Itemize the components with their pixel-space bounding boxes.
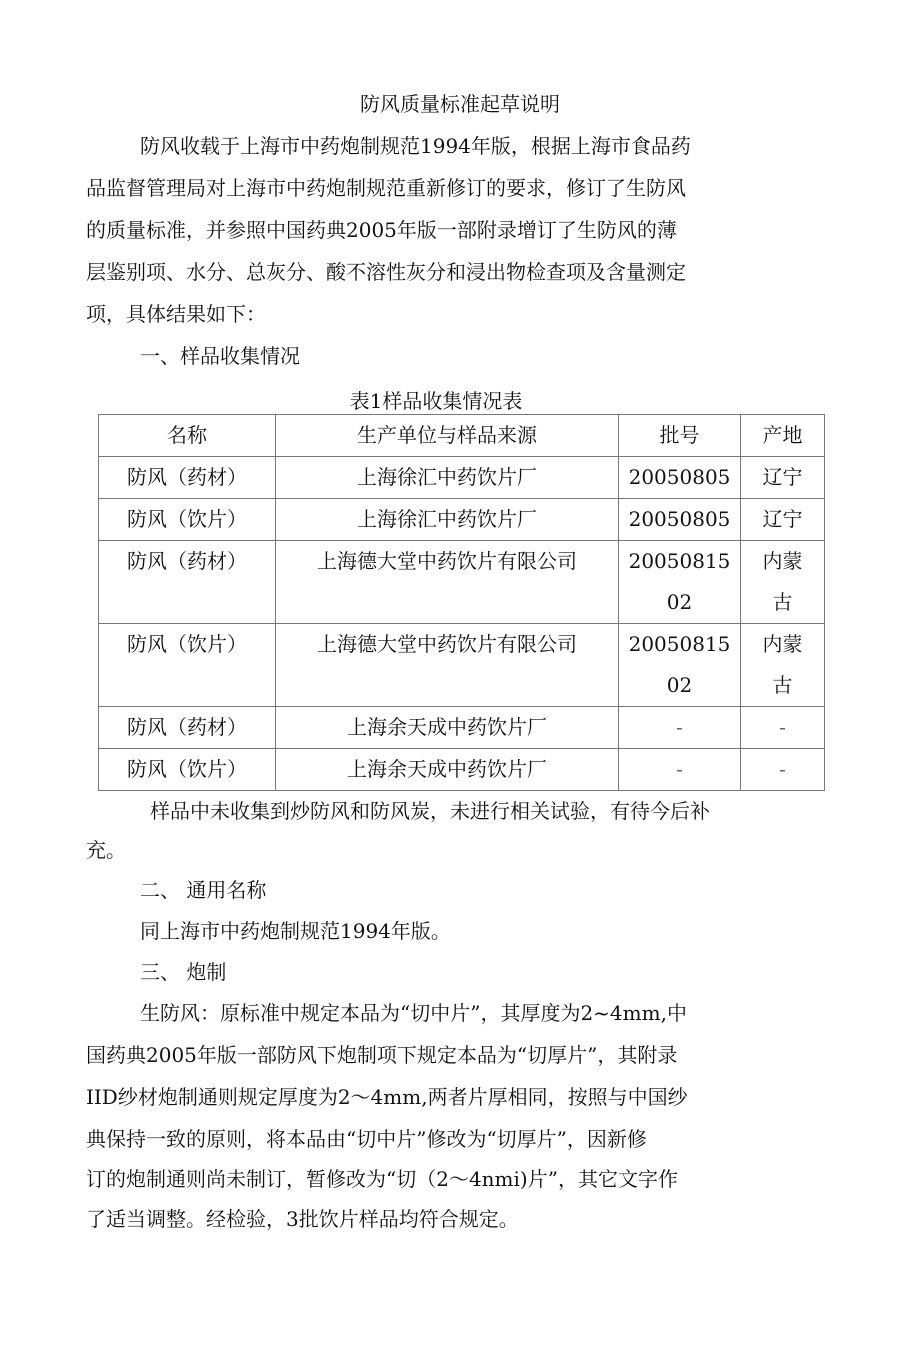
intro-line: 的质量标准，并参照中国药典2005年版一部附录增订了生防风的薄 — [86, 218, 677, 242]
table-header-row — [99, 415, 825, 457]
cell-name: 防风（药材） — [99, 457, 276, 499]
intro-line: 防风收载于上海市中药炮制规范1994年版，根据上海市食品药 — [140, 134, 691, 158]
note-line: 充。 — [86, 838, 126, 862]
cell-batch: - — [619, 707, 741, 749]
cell-batch — [619, 541, 741, 624]
section-3-line: 典保持一致的原则，将本品由“切中片”修改为“切厚片”，因新修 — [86, 1127, 647, 1151]
header-origin: 产地 — [741, 415, 825, 457]
batch-line: 02 — [666, 673, 693, 697]
table-caption: 表1样品收集情况表 — [349, 389, 523, 413]
intro-line: 层鉴别项、水分、总灰分、酸不溶性灰分和浸出物检查项及含量测定 — [86, 260, 686, 284]
section-3-line: 订的炮制通则尚未制订，暂修改为“切（2～4nmi)片”，其它文字作 — [86, 1167, 678, 1191]
cell-origin: 辽宁 — [741, 499, 825, 541]
table-row — [99, 499, 825, 541]
cell-origin — [741, 624, 825, 707]
cell-origin: - — [741, 749, 825, 791]
cell-name: 防风（饮片） — [99, 749, 276, 791]
table-row — [99, 707, 825, 749]
origin-line: 内蒙 — [762, 632, 803, 656]
origin-line: 古 — [772, 590, 793, 614]
header-batch: 批号 — [619, 415, 741, 457]
cell-origin: 辽宁 — [741, 457, 825, 499]
origin-line: 内蒙 — [762, 549, 803, 573]
origin-line: 古 — [772, 673, 793, 697]
section-heading-1: 一、样品收集情况 — [140, 344, 300, 368]
section-3-line: IID纱材炮制通则规定厚度为2～4mm,两者片厚相同，按照与中国纱 — [86, 1085, 688, 1109]
cell-batch: 20050805 — [619, 499, 741, 541]
table-row — [99, 541, 825, 624]
header-source: 生产单位与样品来源 — [276, 415, 619, 457]
intro-line: 品监督管理局对上海市中药炮制规范重新修订的要求，修订了生防风 — [86, 176, 686, 200]
section-2-text: 同上海市中药炮制规范1994年版。 — [140, 919, 451, 943]
cell-source: 上海徐汇中药饮片厂 — [276, 457, 619, 499]
cell-batch: 20050805 — [619, 457, 741, 499]
section-3-line: 生防风：原标准中规定本品为“切中片”，其厚度为2~4mm,中 — [140, 1001, 687, 1025]
note-line: 样品中未收集到炒防风和防风炭，未进行相关试验，有待今后补 — [150, 799, 710, 823]
section-heading-2: 二、 通用名称 — [140, 878, 267, 902]
table-row — [99, 457, 825, 499]
table-row — [99, 624, 825, 707]
cell-name: 防风（药材） — [99, 707, 276, 749]
cell-name: 防风（药材） — [99, 541, 276, 624]
cell-source: 上海德大堂中药饮片有限公司 — [276, 624, 619, 707]
cell-name: 防风（饮片） — [99, 624, 276, 707]
table-row — [99, 749, 825, 791]
intro-line: 项，具体结果如下： — [86, 302, 266, 326]
cell-batch: - — [619, 749, 741, 791]
cell-batch — [619, 624, 741, 707]
cell-source: 上海余天成中药饮片厂 — [276, 749, 619, 791]
batch-line: 20050815 — [628, 549, 731, 573]
batch-line: 02 — [666, 590, 693, 614]
cell-origin: - — [741, 707, 825, 749]
document-title: 防风质量标准起草说明 — [360, 92, 560, 116]
section-heading-3: 三、 炮制 — [140, 960, 227, 984]
batch-line: 20050815 — [628, 632, 731, 656]
cell-source: 上海余天成中药饮片厂 — [276, 707, 619, 749]
header-name: 名称 — [99, 415, 276, 457]
section-3-line: 国药典2005年版一部防风下炮制项下规定本品为“切厚片”，其附录 — [86, 1043, 678, 1067]
cell-source: 上海德大堂中药饮片有限公司 — [276, 541, 619, 624]
cell-source: 上海徐汇中药饮片厂 — [276, 499, 619, 541]
cell-origin — [741, 541, 825, 624]
cell-name: 防风（饮片） — [99, 499, 276, 541]
section-3-line: 了适当调整。经检验，3批饮片样品均符合规定。 — [86, 1207, 519, 1231]
sample-table — [98, 414, 825, 791]
